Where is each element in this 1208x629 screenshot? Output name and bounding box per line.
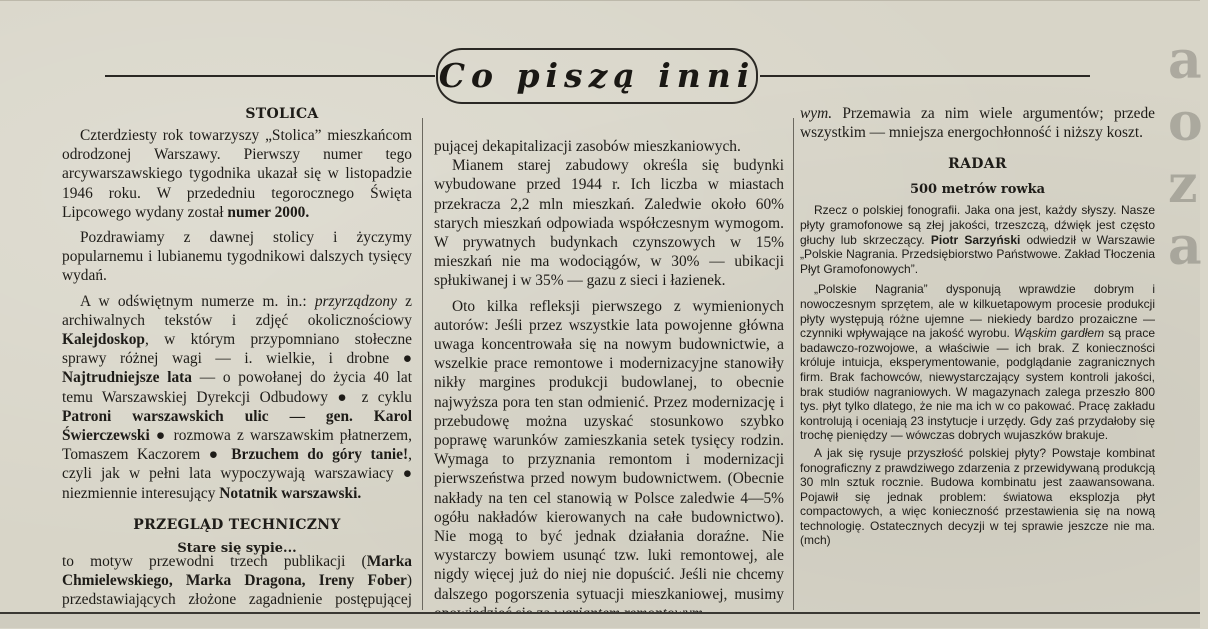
section-title-stolica: STOLICA bbox=[245, 106, 319, 122]
text-bold: Patroni warszawskich ulic — gen. Karol Świerczewski bbox=[62, 407, 412, 445]
top-edge bbox=[0, 0, 1200, 1]
edge-bleed-through: a o z a bbox=[1168, 30, 1203, 277]
text: z archiwalnych tekstów i zdjęć okolicznościowy bbox=[62, 292, 412, 329]
text: ) przedstawiających złożone zagadnienie postępującej bbox=[62, 572, 412, 609]
text-bold: Kalejdoskop bbox=[62, 331, 145, 349]
column-3 bbox=[800, 104, 1155, 548]
text-italic: przyrządzony bbox=[314, 292, 397, 310]
stolica-paragraph-2: Pozdrawiamy z dawnej stolicy i życzymy popularnemu i lubianemu tygodnikowi dalszych tysięcy wydań. bbox=[62, 229, 412, 285]
text: A w odświętnym numerze m. in.: bbox=[80, 292, 315, 310]
text: Oto kilka refleksji pierwszego z wymienionych autorów: Jeśli przez wszystkie lata powojenne główna uwaga koncentrowała się na nowym budownictwie, a wszelkie prace remontowe i modernizacyjne stanowiły nikły margines produkcji budowlanej, to obecnie najwyższa pora ten stan odmienić. Przez modernizację i przebudowę można uzyskać stosunkowo szybko poprawę warunków zamieszkania setek tysięcy rodzin. Wymaga to przyznania remontom i modernizacji pierwszeństwa przed nowym budownictwem. (Obecnie nakłady na ten cel stanowią w Polsce zaledwie 4—5% ogółu nakładów kierowanych na całe budownictwo). Nie mogą to być jednak działania doraźne. Nie wystarczy bowiem usunąć tzw. luki remontowej, ale nigdy więcej już do niej nie dopuścić. Jeśli nie chcemy dalszego pogorszenia sytuacji mieszkaniowej, musimy bbox=[434, 297, 784, 603]
text: Rzecz o polskiej fonografii. Jaka ona jest, każdy słyszy. Nasze płyty gramofonowe są złej jakości, trzeszczą, dźwięk jest często głuchy lub skrzeczący. bbox=[800, 203, 1155, 247]
radar-paragraph-1 bbox=[800, 203, 1155, 276]
text-bold: Najtrudniejsze lata bbox=[62, 369, 192, 387]
text: — o powołanej do życia 40 lat temu Warszawskiej Dyrekcji Odbudowy ● z cyklu bbox=[62, 369, 413, 406]
przeglad-paragraph-2: Mianem starej zabudowy określa się budynki wybudowane przed 1944 r. Ich liczba w miastach przekracza 2,2 mln mieszkań. Zaledwie około 60% starych mieszkań odpowiada współczesnym wymogom. W prywatnych budynkach czynszowych w 15% mieszkań nie ma wodociągów, w 30% — ubikacji spłukiwanej i w 35% — gazu z sieci i łazienek. bbox=[434, 157, 784, 290]
text-italic: wym. bbox=[800, 105, 833, 122]
text-bold: Brzuchem do góry tanie! bbox=[231, 446, 409, 464]
column-divider bbox=[793, 118, 794, 610]
column-2 bbox=[434, 137, 784, 613]
text: są prace badawczo-rozwojowe, a właściwie — ich brak. Z konieczności króluje intuicja, eksperymentowanie, podglądanie zagranicznych firm. Brak fachowców, niewystarczający system kontroli jakości, brak studiów nagraniowych. W magazynach zalega przeszło 800 tys. płyt tylko dlatego, że nie ma ich w co pakować. Pracę zakładu kontrolują i oceniają 23 instytucje i urzędy. Gdy zaś przydałoby się trochę pieniędzy — wówczas dobrych wujaszków brakuje. bbox=[800, 326, 1155, 443]
stolica-paragraph-3 bbox=[62, 292, 412, 503]
przeglad-paragraph-3-end bbox=[800, 104, 1155, 142]
radar-paragraph-2 bbox=[800, 282, 1155, 443]
section-subtitle-przeglad: Stare się sypie... bbox=[177, 540, 297, 556]
header-rule-left bbox=[105, 75, 435, 77]
text-italic: Wąskim gardłem bbox=[1013, 326, 1105, 341]
column-divider bbox=[422, 118, 423, 610]
column-header-frame bbox=[436, 48, 758, 104]
text: , czyli jak w pełni lata wypoczywają warszawiacy ● niezmiennie interesujący bbox=[62, 446, 412, 502]
przeglad-paragraph-1-cont: pującej dekapitalizacji zasobów mieszkaniowych. bbox=[434, 138, 741, 155]
radar-paragraph-3: A jak się rysuje przyszłość polskiej płyty? Powstaje kombinat fonograficzny z prawdziwego zdarzenia z przewidywaną produkcją 30 mln sztuk rocznie. Budowa kombinatu jest zaawansowana. Pojawił się jednak problem: światowa eksplozja płyt compactowych, a więc konieczność przestawienia się na nową technologię. Ostatecznych decyzji w tej sprawie jeszcze nie ma. (mch) bbox=[800, 445, 1155, 548]
text: ● rozmowa z warszawskim płatnerzem, Tomaszem Kaczorem ● bbox=[62, 427, 412, 464]
text: , w którym przypomniano stołeczne sprawy różnej wagi — i. wielkie, i drobne ● bbox=[62, 331, 412, 368]
text: „Polskie Nagrania” dysponują wprawdzie dobrym i nowoczesnym sprzętem, ale w kilkuetapowym procesie produkcji płyty występują różne ujemne — niekiedy bardzo prozaiczne — czynniki wpływające na jakość wyrobu. bbox=[800, 282, 1155, 341]
text: Przemawia za nim wiele argumentów; przede wszystkim — mniejsza energochłonność i niższy koszt. bbox=[800, 105, 1155, 142]
bottom-strip bbox=[0, 614, 1200, 628]
section-title-radar: RADAR bbox=[948, 156, 1007, 173]
stolica-paragraph-1 bbox=[62, 126, 412, 222]
przeglad-text-col1 bbox=[62, 552, 412, 612]
text: to motyw przewodni trzech publikacji ( bbox=[62, 553, 367, 570]
text-bold: Piotr Sarzyński bbox=[930, 232, 1021, 247]
column-title: Co piszą inni bbox=[438, 56, 756, 95]
text: odwiedził w Warszawie „Polskie Nagrania. Przedsiębiorstwo Państwowe. Zakład Tłoczenia Płyt Gramofonowych”. bbox=[800, 232, 1156, 276]
column-1 bbox=[62, 106, 412, 556]
header-rule-right bbox=[760, 75, 1090, 77]
przeglad-paragraph-3 bbox=[434, 297, 784, 623]
section-subtitle-radar: 500 metrów rowka bbox=[909, 182, 1046, 198]
text-bold: Notatnik warszawski. bbox=[219, 484, 362, 502]
text-bold: numer 2000. bbox=[227, 203, 310, 221]
section-title-przeglad: PRZEGLĄD TECHNICZNY bbox=[133, 516, 341, 533]
text: Czterdziesty rok towarzyszy „Stolica” mieszkańcom odrodzonej Warszawy. Pierwszy numer tego arcywarszawskiego tygodnika ukazał się w listopadzie 1946 roku. W przededniu tegorocznego Święta Lipcowego wydany został bbox=[62, 127, 412, 221]
text-bold: Marka Chmielewskiego, Marka Dragona, Ireny Fober bbox=[62, 553, 412, 590]
